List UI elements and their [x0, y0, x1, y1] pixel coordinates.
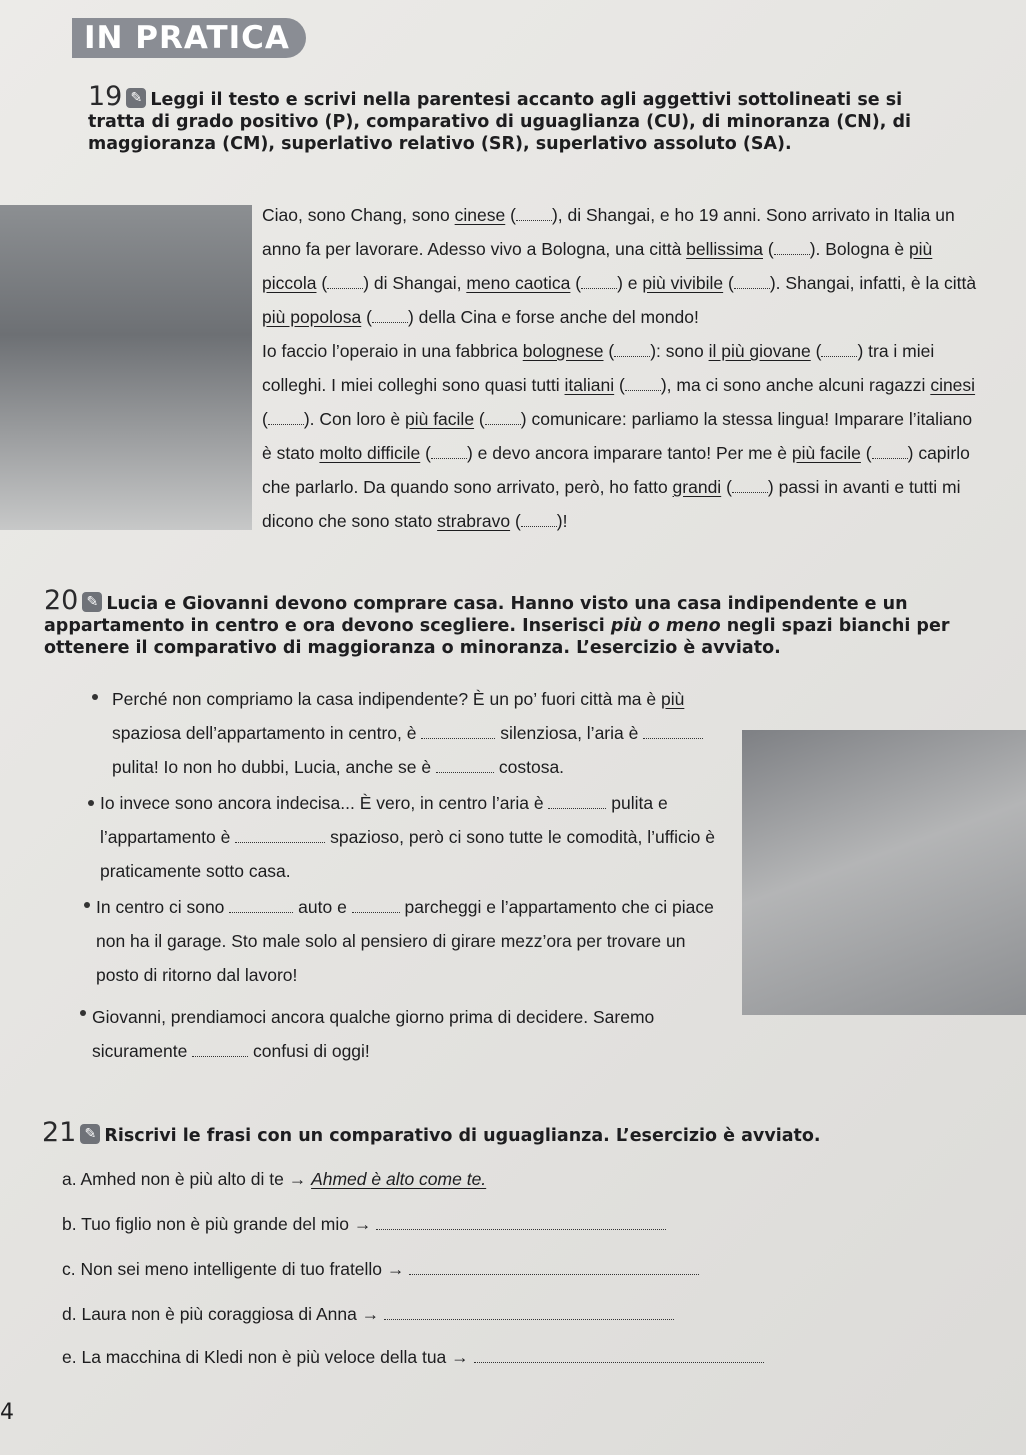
exercise-number: 19 [88, 81, 123, 112]
exercise-19-instruction: 19 ✎ Leggi il testo e scrivi nella parentesi accanto agli aggettivi sottolineati se si tratta di grado positivo (P), comparativo di uguaglianza (CU), di minoranza (CN), di maggioranza (CM), superlativo relativo (SR), superlativo assoluto (SA). [88, 81, 911, 154]
dialogue-line-2: Io invece sono ancora indecisa... È vero, in centro l’aria è pulita e l’appartamento è spazioso, però ci sono tutte le comodità, l’ufficio è praticamente sotto casa. [100, 793, 715, 881]
section-tag: IN PRATICA [72, 18, 306, 58]
pencil-icon: ✎ [80, 1124, 100, 1144]
answer-line[interactable] [474, 1348, 764, 1363]
exercise-19-text: Ciao, sono Chang, sono cinese ( ), di Shangai, e ho 19 anni. Sono arrivato in Italia un anno fa per lavorare. Adesso vivo a Bologna, una città bellissima ( ). Bologna è più piccola ( ) di Shangai, meno caotica ( ) e più vivibile ( ). Shangai, infatti, è la città più popolosa ( ) della Cina e forse anche del mondo! Io faccio l’operaio in una fabbrica bolognese ( ): sono il più giovane ( ) tra i miei colleghi. I miei colleghi sono quasi tutti italiani ( ), ma ci sono anche alcuni ragazzi cinesi ( ). Con loro è più facile ( ) comunicare: parliamo la stessa lingua! Imparare l’italiano è stato molto difficile ( ) e devo ancora imparare tanto! Per me è più facile ( ) capirlo che parlarlo. Da quando sono arrivato, però, ho fatto grandi ( ) passi in avanti e tutti mi dicono che sono stato strabravo ( )! [262, 205, 977, 531]
dialogue-line-3: In centro ci sono auto e parcheggi e l’appartamento che ci piace non ha il garage. Sto male solo al pensiero di girare mezz’ora per trovare un posto di ritorno dal lavoro! [96, 897, 714, 985]
exercise-number: 21 [42, 1117, 77, 1148]
exercise-21-item-b: b. Tuo figlio non è più grande del mio → [62, 1207, 666, 1241]
page-number: 4 [0, 1400, 14, 1425]
exercise-number: 20 [44, 585, 79, 616]
dialogue-line-4: Giovanni, prendiamoci ancora qualche giorno prima di decidere. Saremo sicuramente confusi di oggi! [92, 1007, 655, 1061]
exercise-20-instruction: 20 ✎ Lucia e Giovanni devono comprare casa. Hanno visto una casa indipendente e un appartamento in centro e ora devono scegliere. Inserisci più o meno negli spazi bianchi per ottenere il comparativo di maggioranza o minoranza. L’esercizio è avviato. [44, 585, 950, 658]
dialogue-line-1: Perché non compriamo la casa indipendente? È un po’ fuori città ma è più spaziosa dell’appartamento in centro, è silenziosa, l’aria è pulita! Io non ho dubbi, Lucia, anche se è costosa. [112, 682, 722, 784]
pencil-icon: ✎ [82, 592, 102, 612]
exercise-21-instruction: 21 ✎ Riscrivi le frasi con un comparativo di uguaglianza. L’esercizio è avviato. [42, 1117, 821, 1148]
answer-line[interactable] [376, 1215, 666, 1230]
photo-couple [742, 730, 1026, 1015]
exercise-21-item-d: d. Laura non è più coraggiosa di Anna → [62, 1297, 674, 1331]
photo-chang [0, 205, 252, 530]
exercise-21-item-e: e. La macchina di Kledi non è più veloce della tua → [62, 1340, 764, 1374]
answer-line[interactable] [409, 1260, 699, 1275]
pencil-icon: ✎ [126, 88, 146, 108]
exercise-21-item-c: c. Non sei meno intelligente di tuo fratello → [62, 1252, 699, 1286]
exercise-21-item-a: a. Amhed non è più alto di te → Ahmed è alto come te. [62, 1169, 487, 1189]
answer-line[interactable] [384, 1305, 674, 1320]
